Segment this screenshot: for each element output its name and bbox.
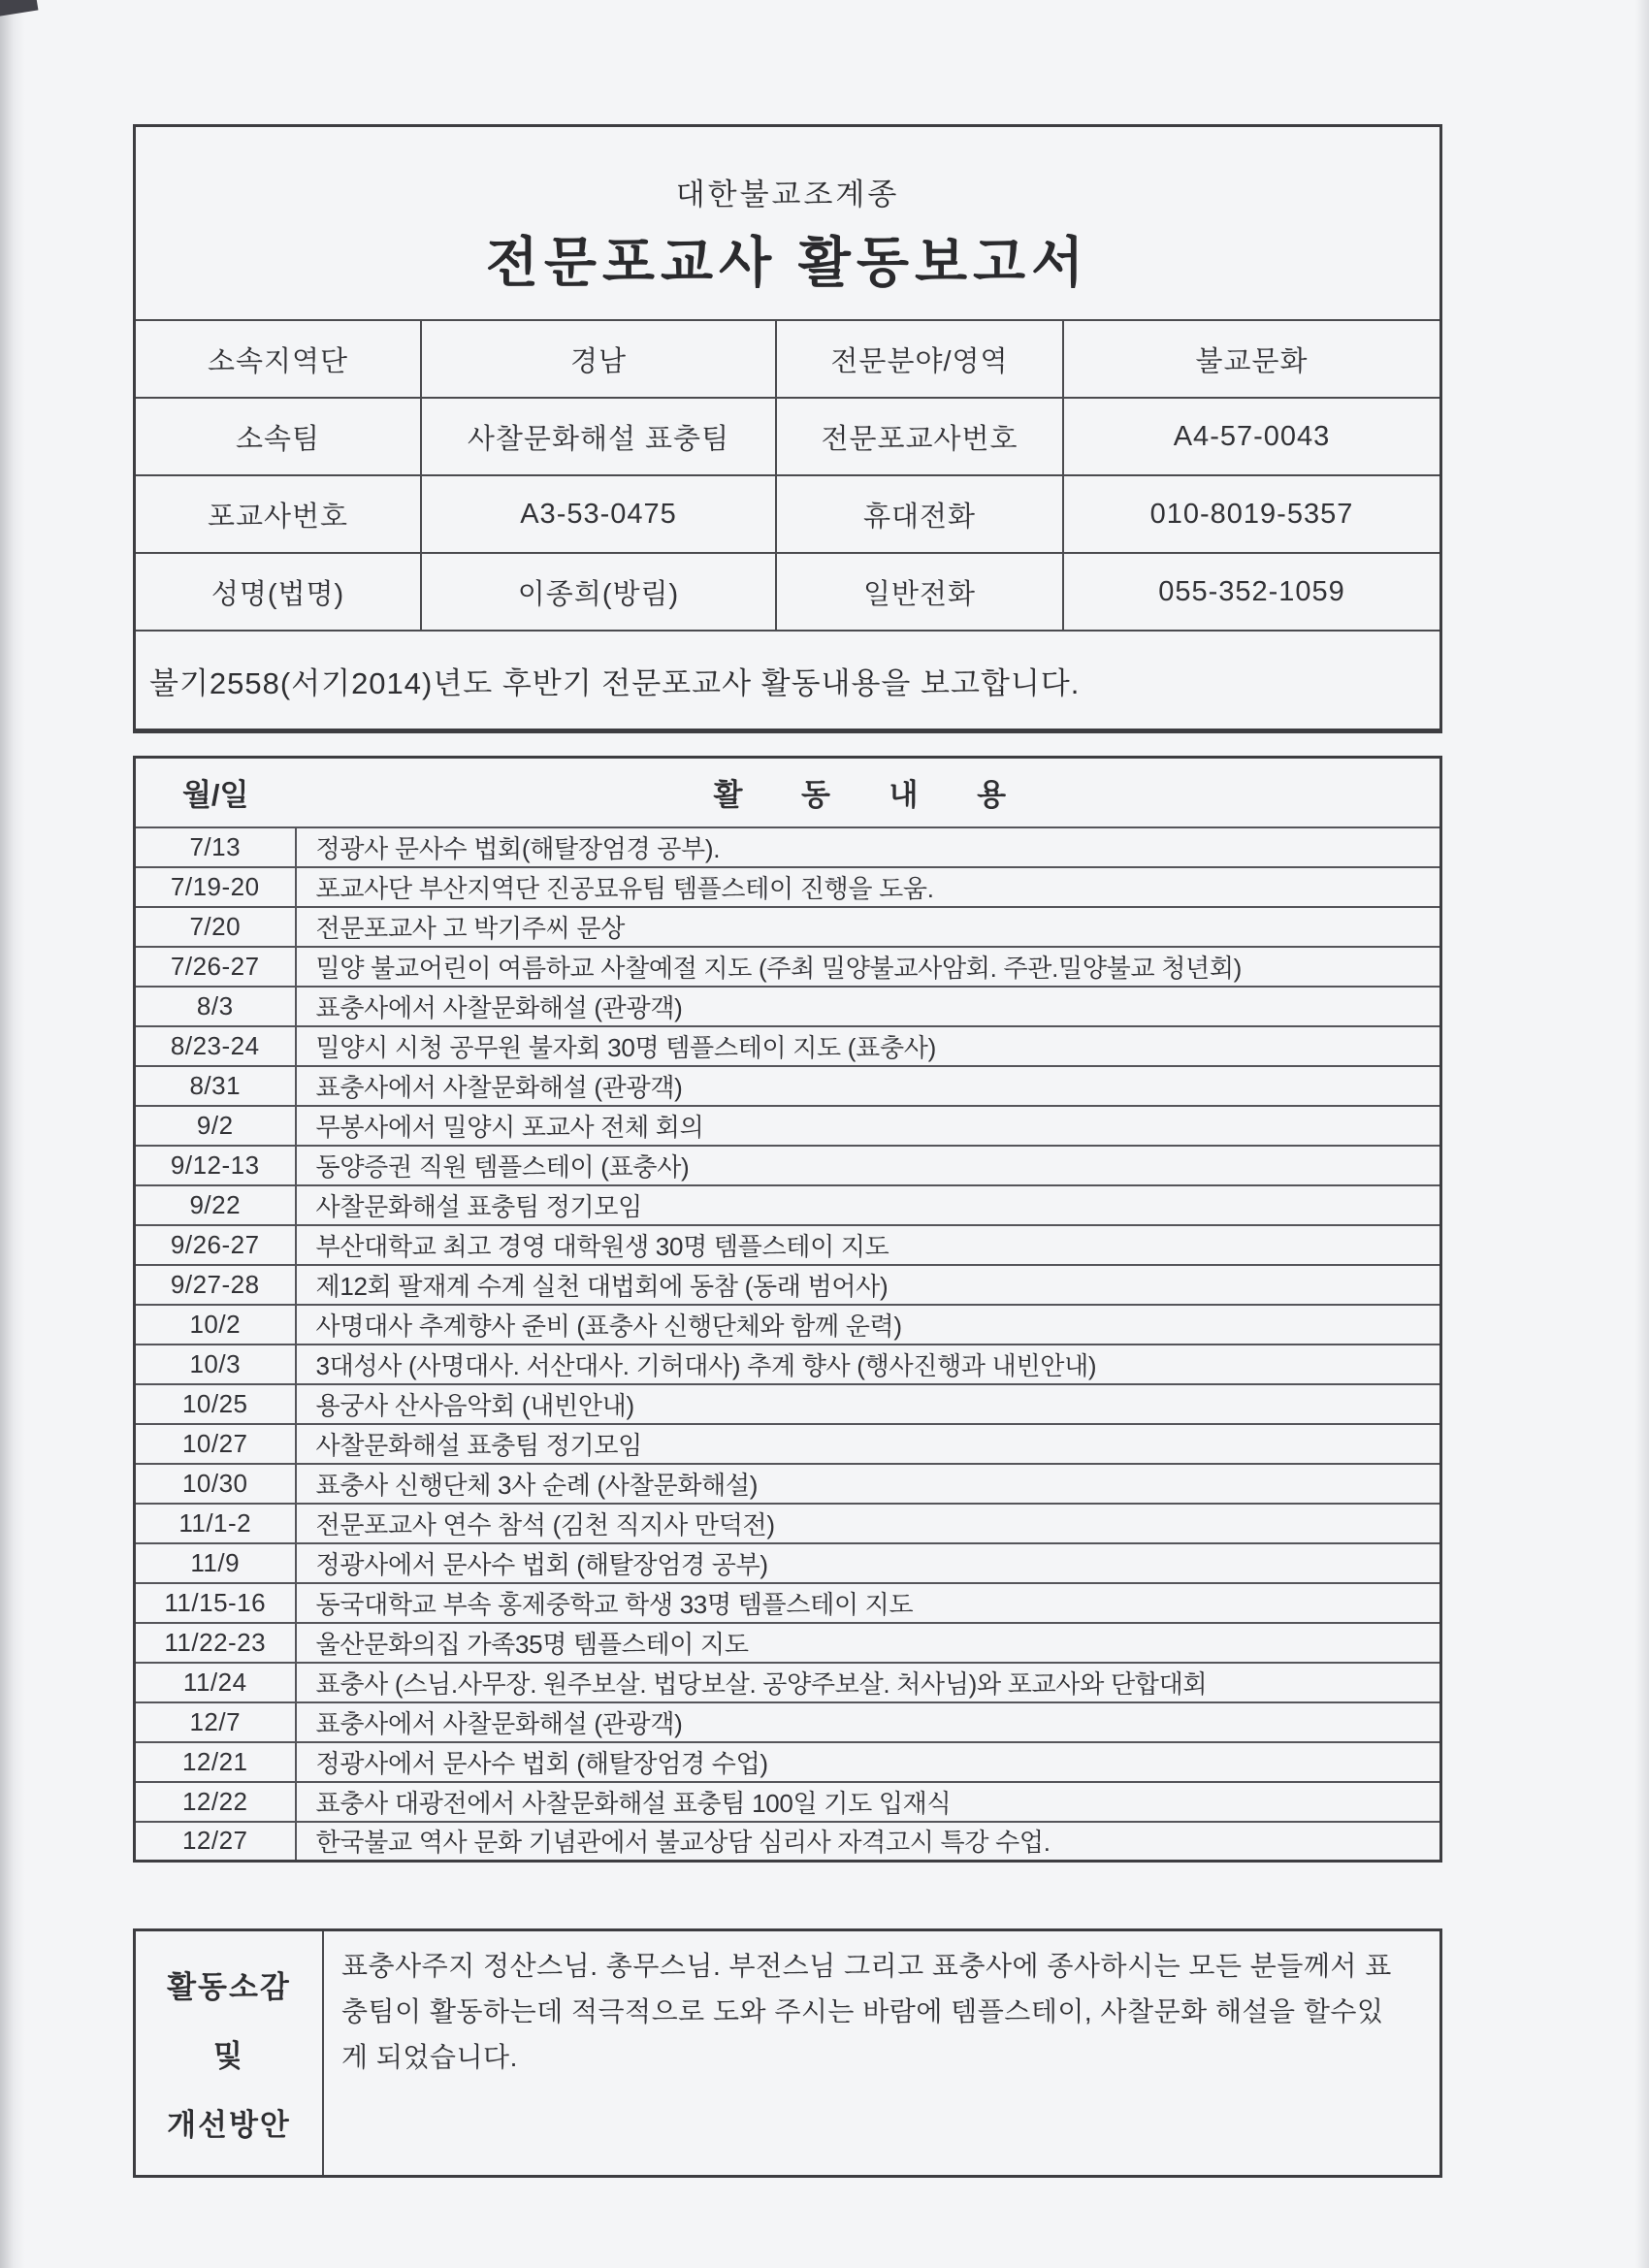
- scan-right-shadow: [1635, 0, 1649, 2268]
- report-header-section: [133, 124, 1442, 733]
- activity-date: 12/27: [135, 1822, 296, 1862]
- remarks-content: 표충사주지 정산스님. 총무스님. 부전스님 그리고 표충사에 종사하시는 모든 분들께서 표충팀이 활동하는데 적극적으로 도와 주시는 바람에 템플스테이, 사찰문화 해설을 할수있게 되었습니다.: [341, 1951, 1392, 2072]
- activity-date: 9/2: [135, 1106, 296, 1146]
- activity-row: [135, 1026, 1441, 1066]
- info-label: 소속지역단: [136, 320, 421, 398]
- info-value: 사찰문화해설 표충팀: [421, 398, 776, 475]
- activity-row: [135, 987, 1441, 1026]
- activity-row: [135, 1663, 1441, 1702]
- activity-table-body: [135, 827, 1441, 1862]
- info-table-row: [136, 320, 1439, 398]
- info-label: 전문포교사번호: [776, 398, 1063, 475]
- activity-date: 9/22: [135, 1185, 296, 1225]
- activity-row: [135, 1464, 1441, 1504]
- activity-description: 동국대학교 부속 홍제중학교 학생 33명 템플스테이 지도: [296, 1583, 1441, 1623]
- organization-name: 대한불교조계종: [675, 178, 900, 211]
- activity-description: 정광사 문사수 법회(해탈장엄경 공부).: [296, 827, 1441, 867]
- activity-date: 11/1-2: [135, 1504, 296, 1543]
- activity-date: 12/21: [135, 1742, 296, 1782]
- activity-date: 10/30: [135, 1464, 296, 1504]
- activity-row: [135, 907, 1441, 947]
- activity-description: 제12회 팔재계 수계 실천 대법회에 동참 (동래 범어사): [296, 1265, 1441, 1305]
- info-label: 소속팀: [136, 398, 421, 475]
- activity-description: 한국불교 역사 문화 기념관에서 불교상담 심리사 자격고시 특강 수업.: [296, 1822, 1441, 1862]
- activity-description: 무봉사에서 밀양시 포교사 전체 회의: [296, 1106, 1441, 1146]
- activity-row: [135, 1146, 1441, 1185]
- activity-date: 10/3: [135, 1345, 296, 1384]
- activity-description: 동양증권 직원 템플스테이 (표충사): [296, 1146, 1441, 1185]
- activity-date: 10/25: [135, 1384, 296, 1424]
- activity-description: 사찰문화해설 표충팀 정기모임: [296, 1424, 1441, 1464]
- activity-description: 사명대사 추계향사 준비 (표충사 신행단체와 함께 운력): [296, 1305, 1441, 1345]
- activity-row: [135, 1822, 1441, 1862]
- activity-row: [135, 1782, 1441, 1822]
- activity-row: [135, 1305, 1441, 1345]
- scan-edge-shadow: [0, 0, 25, 2268]
- activity-date: 9/27-28: [135, 1265, 296, 1305]
- activity-row: [135, 1702, 1441, 1742]
- info-value: 이종희(방림): [421, 553, 776, 631]
- page-title: 전문포교사 활동보고서: [485, 232, 1090, 293]
- activity-row: [135, 1265, 1441, 1305]
- activity-date: 9/26-27: [135, 1225, 296, 1265]
- activity-date: 7/13: [135, 827, 296, 867]
- activity-description: 정광사에서 문사수 법회 (해탈장엄경 공부): [296, 1543, 1441, 1583]
- activity-row: [135, 1424, 1441, 1464]
- info-table-row: [136, 398, 1439, 475]
- info-label: 일반전화: [776, 553, 1063, 631]
- activity-date: 7/19-20: [135, 867, 296, 907]
- activity-header-row: [135, 758, 1441, 827]
- activity-date: 10/27: [135, 1424, 296, 1464]
- remarks-box: [133, 1928, 1442, 2178]
- remarks-label-line: 및: [213, 2039, 244, 2073]
- activity-date: 8/3: [135, 987, 296, 1026]
- info-table-body: [136, 320, 1439, 631]
- activity-header-content: 활 동 내 용: [713, 778, 1022, 813]
- activity-description: 포교사단 부산지역단 진공묘유팀 템플스테이 진행을 도움.: [296, 867, 1441, 907]
- activity-date: 12/7: [135, 1702, 296, 1742]
- activity-description: 표충사에서 사찰문화해설 (관광객): [296, 1702, 1441, 1742]
- activity-description: 표충사에서 사찰문화해설 (관광객): [296, 987, 1441, 1026]
- info-value: 010-8019-5357: [1063, 475, 1439, 553]
- activity-date: 11/22-23: [135, 1623, 296, 1663]
- activity-date: 11/15-16: [135, 1583, 296, 1623]
- activity-row: [135, 1106, 1441, 1146]
- info-table-row: [136, 553, 1439, 631]
- activity-description: 전문포교사 연수 참석 (김천 직지사 만덕전): [296, 1504, 1441, 1543]
- activity-row: [135, 1066, 1441, 1106]
- info-value: A3-53-0475: [421, 475, 776, 553]
- activity-date: 8/31: [135, 1066, 296, 1106]
- activity-date: 10/2: [135, 1305, 296, 1345]
- activity-date: 8/23-24: [135, 1026, 296, 1066]
- activity-date: 12/22: [135, 1782, 296, 1822]
- activity-description: 사찰문화해설 표충팀 정기모임: [296, 1185, 1441, 1225]
- activity-description: 정광사에서 문사수 법회 (해탈장엄경 수업): [296, 1742, 1441, 1782]
- title-area: [136, 127, 1439, 319]
- activity-date: 9/12-13: [135, 1146, 296, 1185]
- activity-row: [135, 947, 1441, 987]
- statement-row: [136, 631, 1439, 729]
- activity-row: [135, 1504, 1441, 1543]
- remarks-label-line: 개선방안: [167, 2108, 291, 2142]
- activity-row: [135, 827, 1441, 867]
- activity-description: 용궁사 산사음악회 (내빈안내): [296, 1384, 1441, 1424]
- info-table-row: [136, 475, 1439, 553]
- activity-row: [135, 1185, 1441, 1225]
- activity-description: 밀양 불교어린이 여름하교 사찰예절 지도 (주최 밀양불교사암회. 주관.밀양불교 청년회): [296, 947, 1441, 987]
- info-label: 성명(법명): [136, 553, 421, 631]
- activity-row: [135, 1225, 1441, 1265]
- activity-date: 11/24: [135, 1663, 296, 1702]
- activity-row: [135, 867, 1441, 907]
- activity-row: [135, 1623, 1441, 1663]
- member-info-table: [136, 319, 1439, 729]
- activity-description: 표충사 (스님.사무장. 원주보살. 법당보살. 공양주보살. 처사님)와 포교사와 단합대회: [296, 1663, 1441, 1702]
- activity-table: [133, 756, 1442, 1863]
- info-value: 불교문화: [1063, 320, 1439, 398]
- activity-header-date: 월/일: [181, 778, 249, 813]
- info-label: 포교사번호: [136, 475, 421, 553]
- remarks-label: [136, 1931, 324, 2175]
- activity-date: 7/26-27: [135, 947, 296, 987]
- activity-description: 부산대학교 최고 경영 대학원생 30명 템플스테이 지도: [296, 1225, 1441, 1265]
- info-label: 전문분야/영역: [776, 320, 1063, 398]
- activity-description: 표충사 대광전에서 사찰문화해설 표충팀 100일 기도 입재식: [296, 1782, 1441, 1822]
- activity-row: [135, 1345, 1441, 1384]
- activity-description: 전문포교사 고 박기주씨 문상: [296, 907, 1441, 947]
- info-label: 휴대전화: [776, 475, 1063, 553]
- info-value: A4-57-0043: [1063, 398, 1439, 475]
- activity-row: [135, 1742, 1441, 1782]
- activity-row: [135, 1384, 1441, 1424]
- activity-description: 울산문화의집 가족35명 템플스테이 지도: [296, 1623, 1441, 1663]
- info-value: 경남: [421, 320, 776, 398]
- activity-row: [135, 1543, 1441, 1583]
- activity-date: 11/9: [135, 1543, 296, 1583]
- info-value: 055-352-1059: [1063, 553, 1439, 631]
- activity-description: 밀양시 시청 공무원 불자회 30명 템플스테이 지도 (표충사): [296, 1026, 1441, 1066]
- activity-date: 7/20: [135, 907, 296, 947]
- report-statement: 불기2558(서기2014)년도 후반기 전문포교사 활동내용을 보고합니다.: [136, 631, 1439, 729]
- activity-description: 표충사 신행단체 3사 순례 (사찰문화해설): [296, 1464, 1441, 1504]
- activity-description: 표충사에서 사찰문화해설 (관광객): [296, 1066, 1441, 1106]
- remarks-label-line: 활동소감: [167, 1970, 291, 2004]
- activity-row: [135, 1583, 1441, 1623]
- activity-description: 3대성사 (사명대사. 서산대사. 기허대사) 추계 향사 (행사진행과 내빈안내): [296, 1345, 1441, 1384]
